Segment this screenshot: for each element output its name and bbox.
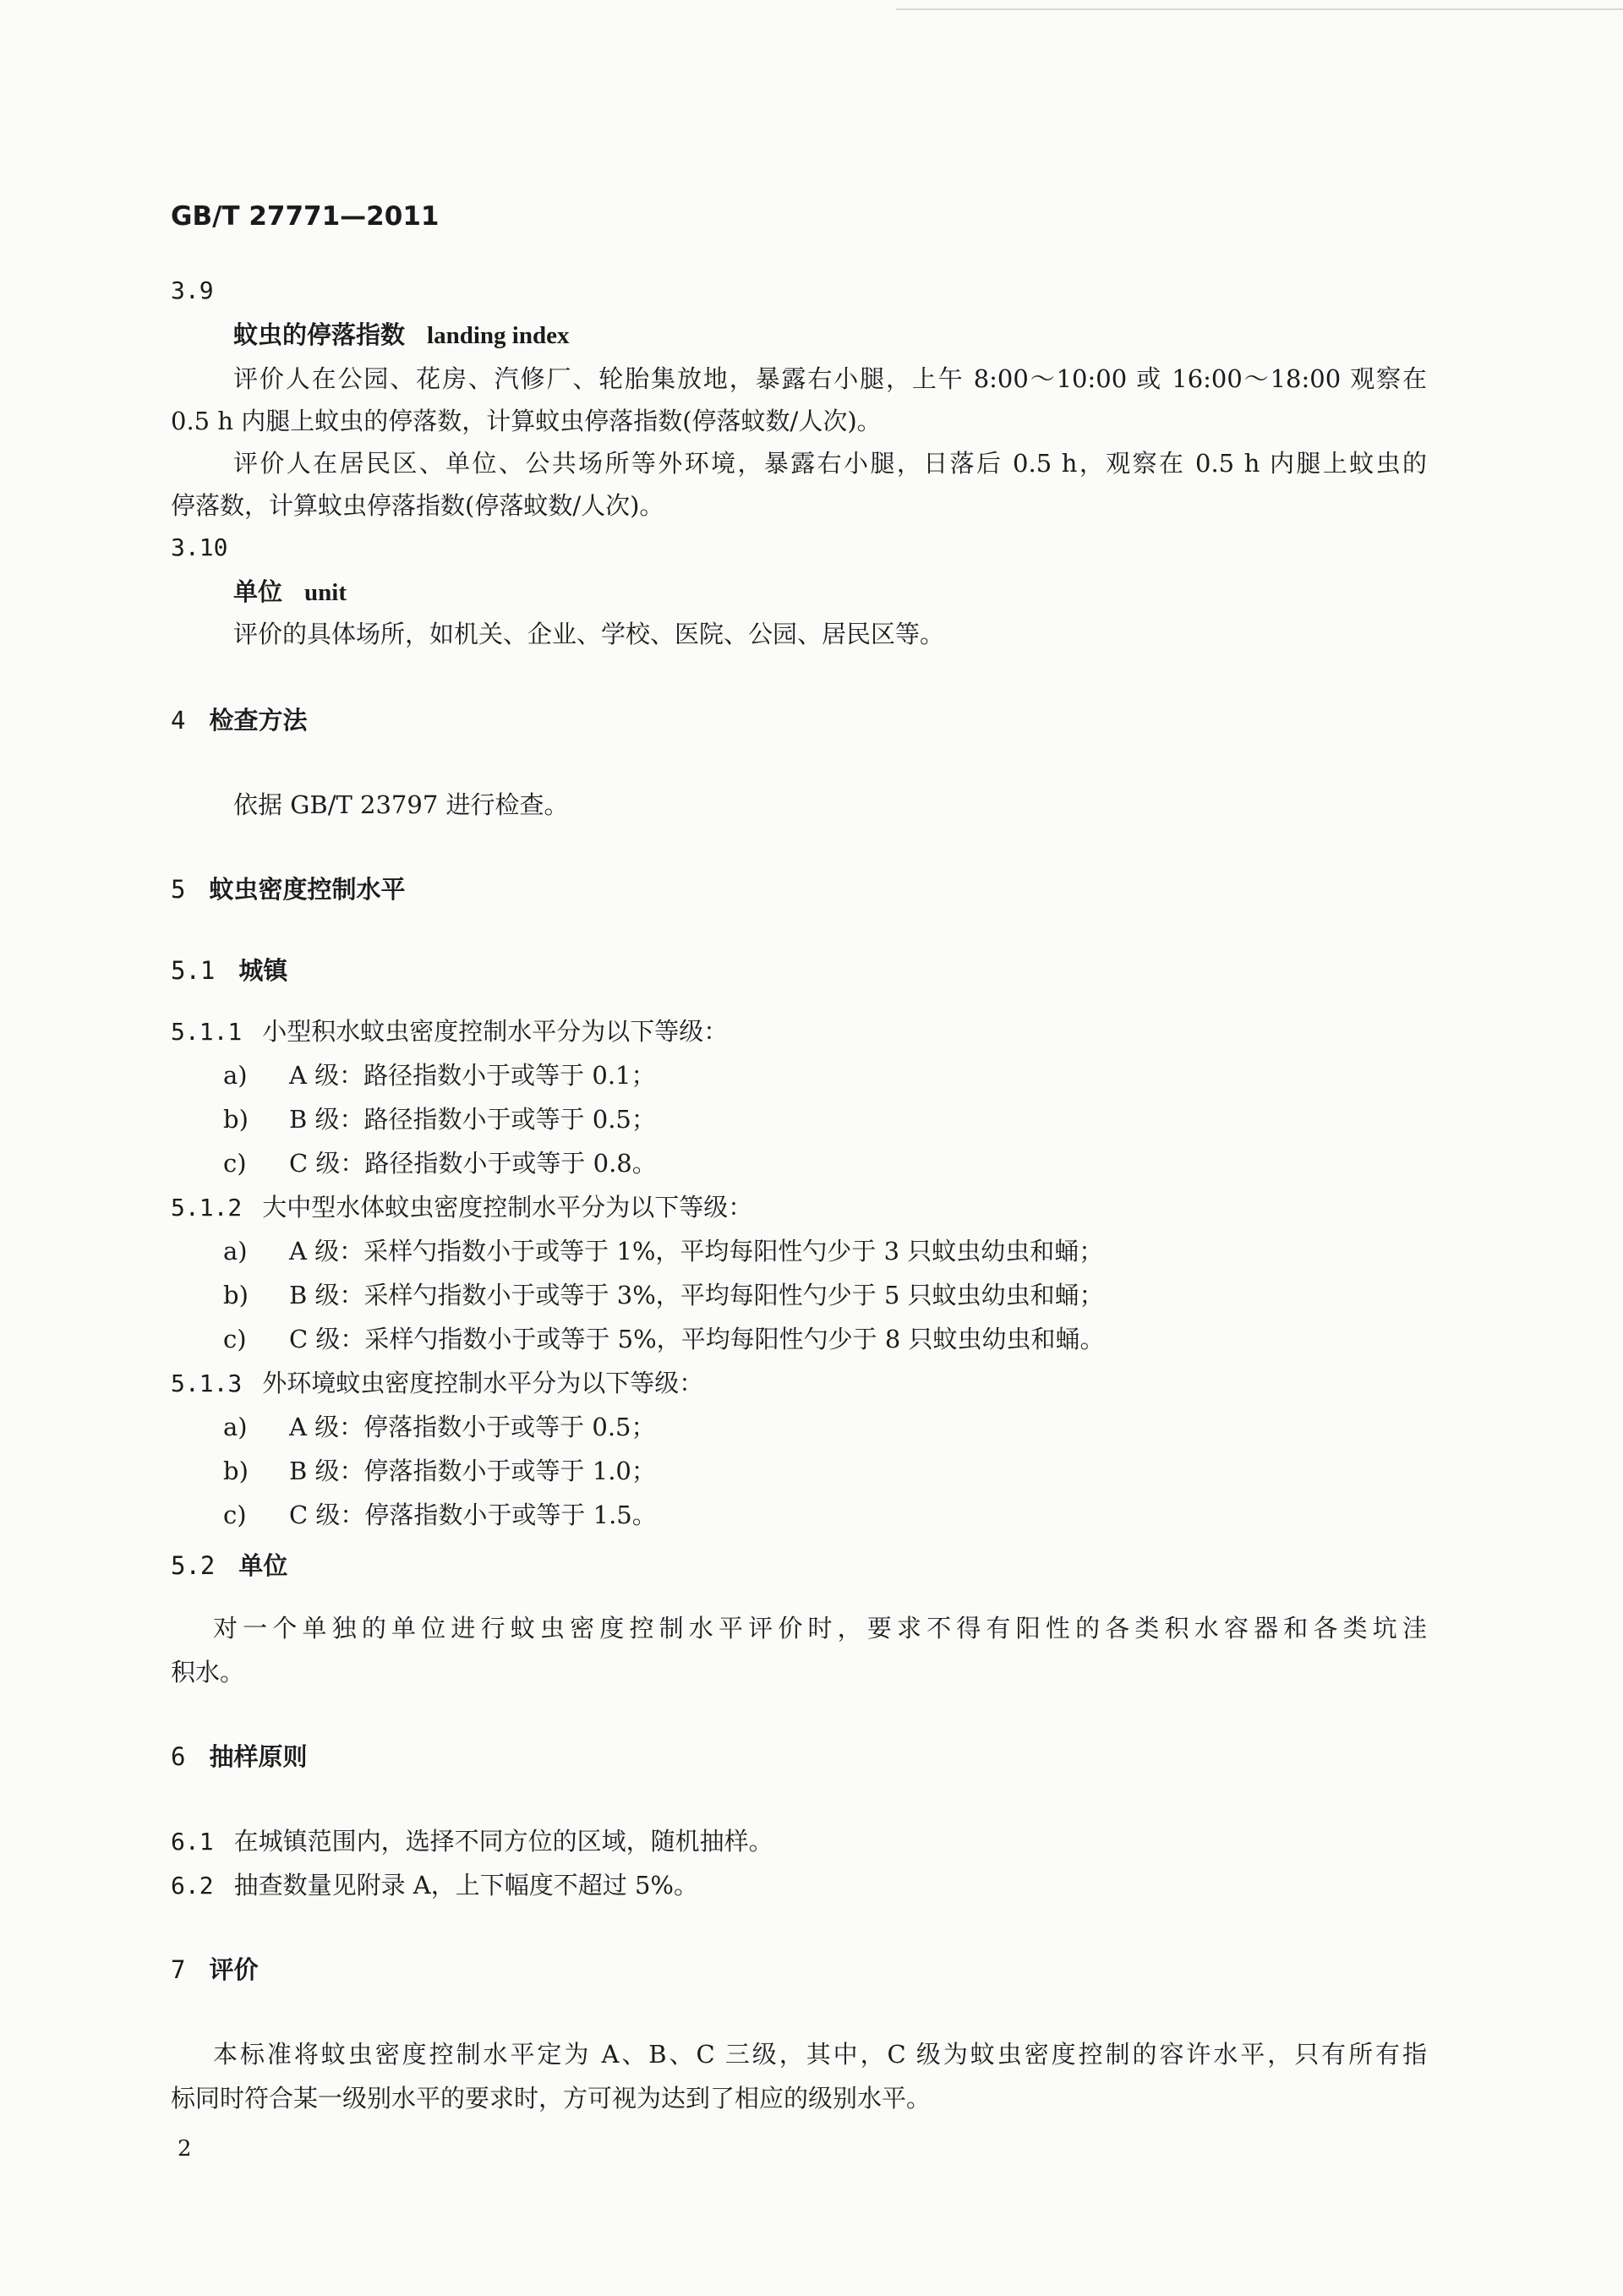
list-label: b) [223,1105,249,1134]
page-number: 2 [178,2136,192,2162]
list-text: B 级：采样勺指数小于或等于 3%，平均每阳性勺少于 5 只蚊虫幼虫和蛹； [289,1281,1104,1309]
list-item [223,1234,1103,1268]
paragraph-line: 标同时符合某一级别水平的要求时，方可视为达到了相应的级别水平。 [171,2084,932,2113]
list-text: B 级：停落指数小于或等于 1.0； [289,1457,656,1485]
clause-6-2 [171,1868,698,1903]
list-label: b) [223,1281,249,1309]
subsection-heading-5-2 [171,1549,287,1583]
list-text: B 级：路径指数小于或等于 0.5； [289,1105,656,1134]
clause-number: 5.1.2 [171,1194,243,1222]
clause-text: 抽查数量见附录 A，上下幅度不超过 5%。 [233,1871,698,1900]
list-item [223,1410,656,1444]
paragraph-line: 本标准将蚊虫密度控制水平定为 A、B、C 三级，其中，C 级为蚊虫密度控制的容许水平，只有所有指 [213,2040,1427,2069]
paragraph-line: 评价人在居民区、单位、公共场所等外环境，暴露右小腿，日落后 0.5 h，观察在 0.5 h 内腿上蚊虫的 [233,449,1427,478]
list-text: C 级：采样勺指数小于或等于 5%，平均每阳性勺少于 8 只蚊虫幼虫和蛹。 [289,1325,1105,1353]
section-number: 5 [171,875,186,904]
clause-number: 5.1.3 [171,1369,243,1397]
section-number: 5.1 [171,956,216,985]
list-label: a) [223,1061,248,1090]
term-en: landing index [427,322,570,349]
list-item [223,1454,656,1488]
section-title: 单位 [238,1551,288,1580]
clause-5-1-2 [171,1190,752,1225]
list-label: b) [223,1457,249,1485]
list-text: C 级：路径指数小于或等于 0.8。 [289,1149,657,1178]
list-label: c) [223,1501,247,1529]
section-number: 5.2 [171,1551,216,1580]
clause-6-1 [171,1824,773,1859]
section-heading-7 [171,1953,258,1987]
standard-number: GB/T 27771—2011 [171,201,440,232]
paragraph-line: 积水。 [171,1658,245,1686]
section-title: 蚊虫密度控制水平 [209,875,406,904]
clause-number: 5.1.1 [171,1018,243,1046]
section-number: 6 [171,1742,186,1771]
paragraph-line: 评价的具体场所，如机关、企业、学校、医院、公园、居民区等。 [233,620,945,648]
clause-number-3-10: 3.10 [171,533,228,561]
term-3-10 [233,575,347,610]
term-en: unit [304,579,347,606]
clause-number: 6.1 [171,1828,214,1856]
clause-text: 外环境蚊虫密度控制水平分为以下等级： [262,1369,704,1397]
list-item [223,1322,1105,1356]
paragraph-line: 对一个单独的单位进行蚊虫密度控制水平评价时，要求不得有阳性的各类积水容器和各类坑洼 [213,1614,1427,1643]
clause-text: 在城镇范围内，选择不同方位的区域，随机抽样。 [233,1827,773,1856]
list-item [223,1146,657,1180]
list-label: c) [223,1149,247,1178]
list-item [223,1058,656,1092]
clause-text: 小型积水蚊虫密度控制水平分为以下等级： [262,1017,729,1046]
clause-5-1-1 [171,1014,728,1049]
section-heading-5 [171,872,405,906]
section-title: 检查方法 [209,706,308,735]
list-text: A 级：路径指数小于或等于 0.1； [289,1061,656,1090]
term-3-9 [233,318,569,353]
list-label: a) [223,1237,248,1266]
list-text: C 级：停落指数小于或等于 1.5。 [289,1501,657,1529]
paragraph-line: 依据 GB/T 23797 进行检查。 [233,790,569,819]
list-item [223,1278,1104,1312]
section-title: 抽样原则 [209,1742,308,1771]
subsection-heading-5-1 [171,954,287,987]
list-item [223,1498,657,1532]
scan-edge-line [896,8,1623,10]
list-item [223,1102,656,1136]
clause-text: 大中型水体蚊虫密度控制水平分为以下等级： [262,1193,753,1222]
paragraph-line: 停落数，计算蚊虫停落指数(停落蚊数/人次)。 [171,491,664,520]
section-heading-4 [171,703,307,737]
clause-number-3-9: 3.9 [171,276,214,304]
term-cn: 单位 [233,577,283,606]
list-label: c) [223,1325,247,1353]
list-label: a) [223,1413,248,1441]
paragraph-line: 0.5 h 内腿上蚊虫的停落数，计算蚊虫停落指数(停落蚊数/人次)。 [171,407,882,435]
section-title: 城镇 [238,956,288,985]
paragraph-line: 评价人在公园、花房、汽修厂、轮胎集放地，暴露右小腿，上午 8:00～10:00 或 16:00～18:00 观察在 [233,364,1427,393]
clause-5-1-3 [171,1366,703,1401]
section-number: 4 [171,706,186,735]
section-number: 7 [171,1955,186,1984]
list-text: A 级：采样勺指数小于或等于 1%，平均每阳性勺少于 3 只蚊虫幼虫和蛹； [289,1237,1104,1266]
list-text: A 级：停落指数小于或等于 0.5； [289,1413,656,1441]
section-title: 评价 [209,1955,259,1984]
section-heading-6 [171,1740,307,1774]
term-cn: 蚊虫的停落指数 [233,320,406,349]
clause-number: 6.2 [171,1872,214,1900]
